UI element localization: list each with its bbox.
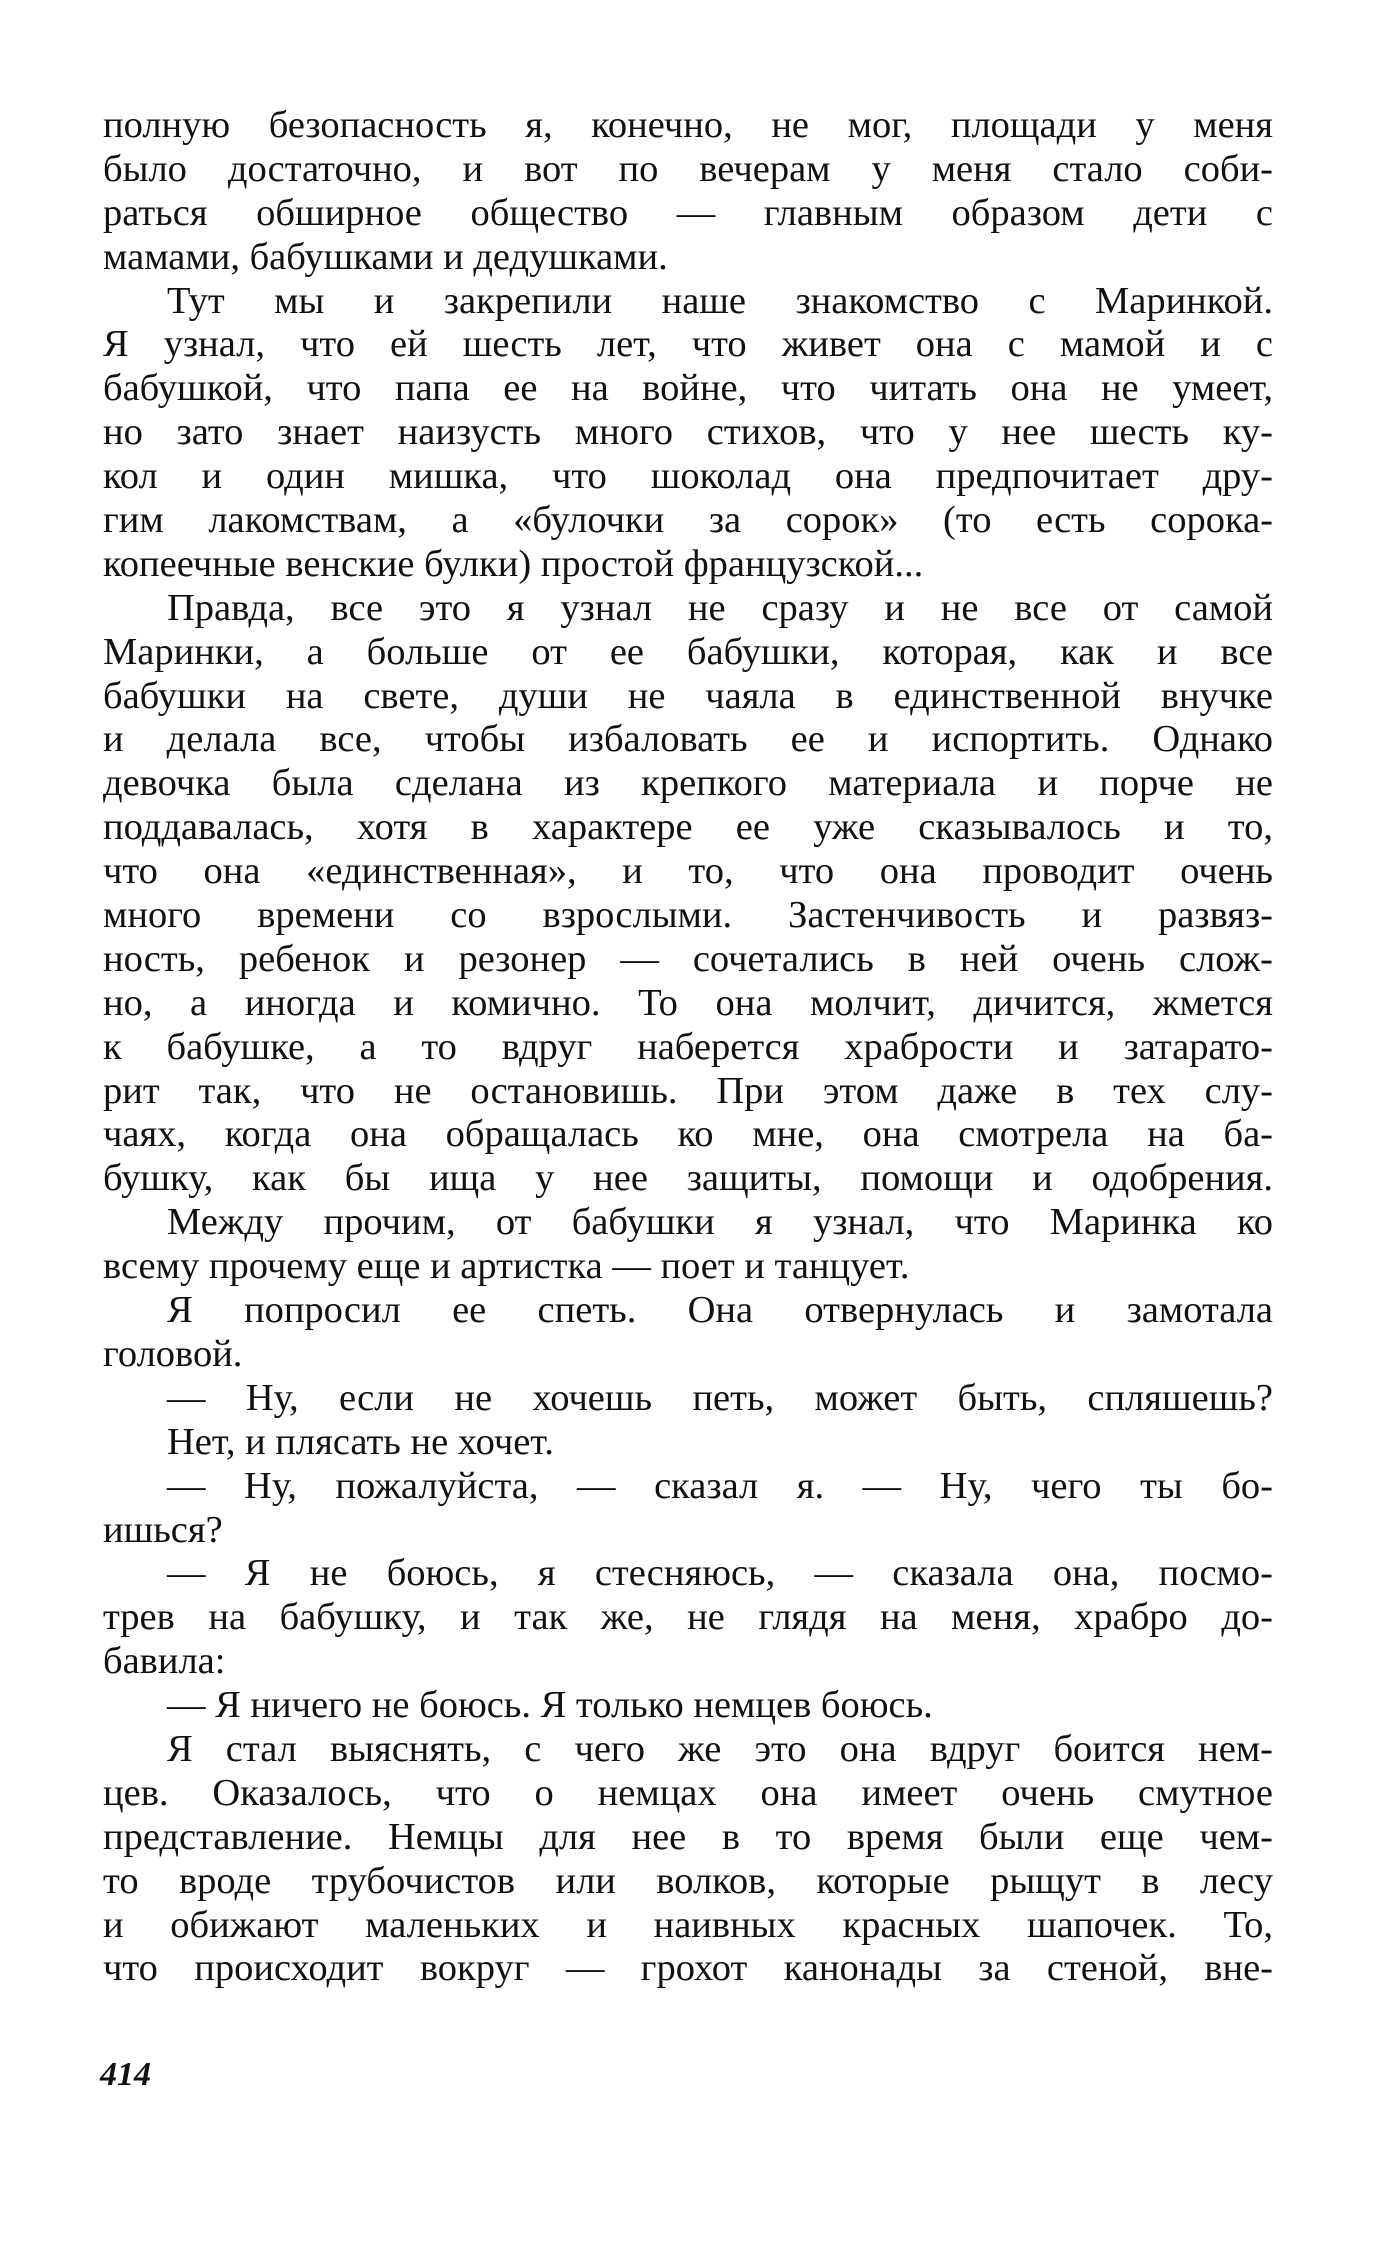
text-line: но, а иногда и комично. То она молчит, дичится, жмется — [103, 981, 1273, 1024]
text-line: — Я ничего не боюсь. Я только немцев боюсь. — [167, 1684, 933, 1727]
text-line: то вроде трубочистов или волков, которые рыщут в лесу — [103, 1859, 1273, 1902]
text-line: бавила: — [103, 1640, 226, 1683]
text-line: Я стал выяснять, с чего же это она вдруг боится нем- — [167, 1727, 1273, 1770]
text-line: и обижают маленьких и наивных красных шапочек. То, — [103, 1903, 1273, 1946]
text-line: рит так, что не остановишь. При этом даже в тех слу- — [103, 1069, 1273, 1112]
text-line: что происходит вокруг — грохот канонады за стеной, вне- — [103, 1947, 1273, 1990]
text-line: Маринки, а больше от ее бабушки, которая, как и все — [103, 630, 1273, 673]
text-line: Между прочим, от бабушки я узнал, что Маринка ко — [167, 1201, 1273, 1244]
text-line: — Ну, пожалуйста, — сказал я. — Ну, чего ты бо- — [167, 1464, 1273, 1507]
text-line: поддавалась, хотя в характере ее уже сказывалось и то, — [103, 806, 1273, 849]
text-line: представление. Немцы для нее в то время были еще чем- — [103, 1815, 1273, 1858]
text-line: Тут мы и закрепили наше знакомство с Маринкой. — [167, 279, 1273, 322]
text-line: ность, ребенок и резонер — сочетались в ней очень слож- — [103, 937, 1273, 980]
text-line: гим лакомствам, а «булочки за сорок» (то есть сорока- — [103, 499, 1273, 542]
text-line: было достаточно, и вот по вечерам у меня стало соби- — [103, 147, 1273, 190]
text-line: всему прочему еще и артистка — поет и танцует. — [103, 1245, 910, 1288]
text-line: полную безопасность я, конечно, не мог, площади у меня — [103, 104, 1273, 146]
text-line: кол и один мишка, что шоколад она предпочитает дру- — [103, 455, 1273, 498]
body-text — [103, 104, 1273, 1991]
text-line: раться обширное общество — главным образом дети с — [103, 191, 1273, 234]
page-number: 414 — [100, 2056, 151, 2093]
text-line: копеечные венские булки) простой французской... — [103, 542, 924, 585]
text-line: бабушки на свете, души не чаяла в единственной внучке — [103, 674, 1273, 717]
text-line: — Я не боюсь, я стесняюсь, — сказала она, посмо- — [167, 1552, 1273, 1595]
text-line: но зато знает наизусть много стихов, что у нее шесть ку- — [103, 411, 1273, 454]
text-line: Правда, все это я узнал не сразу и не все от самой — [167, 586, 1273, 629]
text-line: бабушкой, что папа ее на войне, что читать она не умеет, — [103, 367, 1273, 410]
text-line: трев на бабушку, и так же, не глядя на меня, храбро до- — [103, 1596, 1273, 1639]
text-line: головой. — [103, 1332, 243, 1375]
text-line: — Ну, если не хочешь петь, может быть, спляшешь? — [167, 1376, 1273, 1419]
text-line: Я попросил ее спеть. Она отвернулась и замотала — [167, 1289, 1273, 1332]
text-line: Я узнал, что ей шесть лет, что живет она с мамой и с — [103, 323, 1273, 366]
text-line: бушку, как бы ища у нее защиты, помощи и одобрения. — [103, 1157, 1273, 1200]
text-line: и делала все, чтобы избаловать ее и испортить. Однако — [103, 718, 1273, 761]
text-line: чаях, когда она обращалась ко мне, она смотрела на ба- — [103, 1113, 1273, 1156]
text-line: что она «единственная», и то, что она проводит очень — [103, 850, 1273, 893]
text-line: к бабушке, а то вдруг наберется храбрости и затарато- — [103, 1025, 1273, 1068]
text-line: много времени со взрослыми. Застенчивость и развяз- — [103, 894, 1273, 937]
text-line: Нет, и плясать не хочет. — [167, 1420, 554, 1463]
text-line: мамами, бабушками и дедушками. — [103, 235, 668, 278]
text-line: ишься? — [103, 1508, 223, 1551]
text-line: цев. Оказалось, что о немцах она имеет очень смутное — [103, 1771, 1273, 1814]
text-line: девочка была сделана из крепкого материала и порче не — [103, 762, 1273, 805]
